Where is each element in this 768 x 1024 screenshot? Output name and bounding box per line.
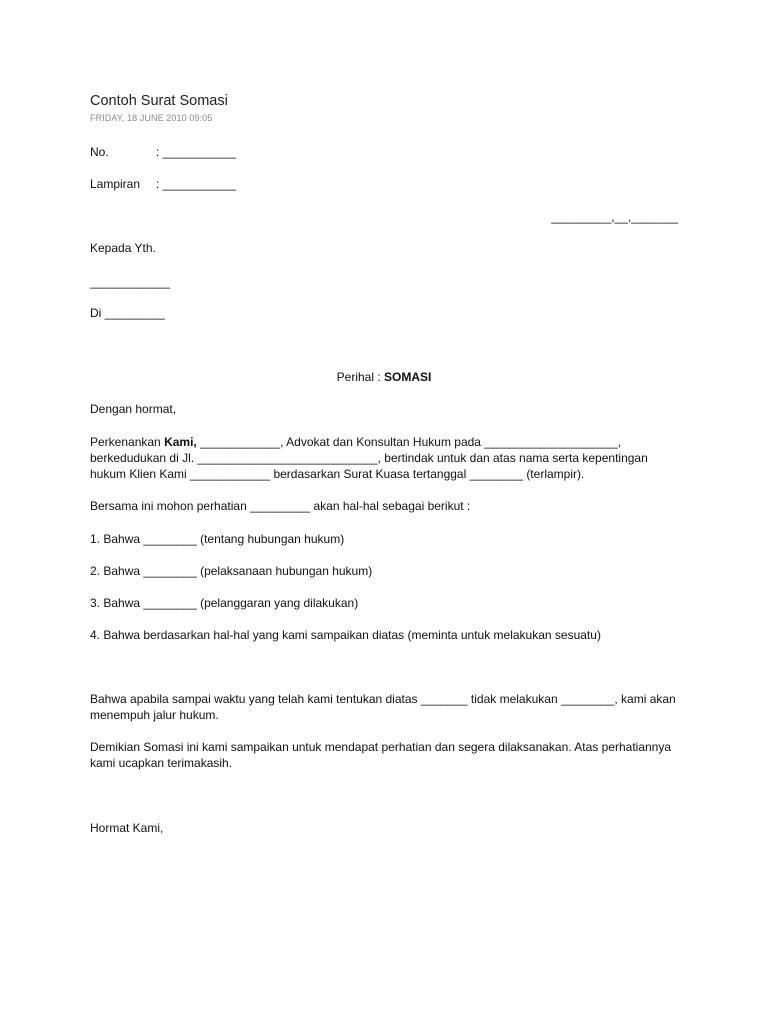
paragraph-1-line-3: hukum Klien Kami ____________ berdasarkan Surat Kuasa tertanggal ________ (terlampir). [90, 467, 585, 481]
greeting: Dengan hormat, [90, 402, 177, 416]
paragraph-text: Perkenankan [90, 435, 165, 449]
subject-line [0, 369, 768, 385]
paragraph-1-line-1 [90, 434, 621, 450]
list-item: 2. Bahwa ________ (pelaksanaan hubungan hukum) [90, 564, 373, 578]
attachment-value: : ___________ [156, 177, 237, 191]
closing: Hormat Kami, [90, 821, 164, 835]
subject-title: SOMASI [384, 370, 432, 384]
paragraph-text: ____________, Advokat dan Konsultan Hukum pada ____________________, [196, 435, 622, 449]
paragraph-3-line-2: menempuh jalur hukum. [90, 708, 219, 722]
subject-prefix: Perihal : [336, 370, 384, 384]
paragraph-4-line-1: Demikian Somasi ini kami sampaikan untuk mendapat perhatian dan segera dilaksanakan. Atas perhatiannya [90, 740, 672, 754]
attachment-label: Lampiran [90, 177, 141, 191]
recipient-blank: ____________ [90, 275, 171, 289]
document-date: FRIDAY, 18 JUNE 2010 09:05 [90, 113, 213, 123]
paragraph-2: Bersama ini mohon perhatian _________ akan hal-hal sebagai berikut : [90, 499, 471, 513]
paragraph-1-line-2: berkedudukan di Jl. ___________________________, bertindak untuk dan atas nama serta kepentingan [90, 451, 648, 465]
attachment-line [90, 176, 236, 192]
number-label: No. [90, 145, 109, 159]
addressee-heading: Kepada Yth. [90, 241, 156, 255]
list-item: 4. Bahwa berdasarkan hal-hal yang kami sampaikan diatas (meminta untuk melakukan sesuatu) [90, 628, 601, 642]
location-line: Di _________ [90, 306, 165, 320]
paragraph-bold-text: Kami, [164, 435, 197, 449]
number-line [90, 144, 236, 160]
place-date-blank: _________,__,_______ [551, 210, 678, 224]
list-item: 3. Bahwa ________ (pelanggaran yang dilakukan) [90, 596, 359, 610]
paragraph-3-line-1: Bahwa apabila sampai waktu yang telah kami tentukan diatas _______ tidak melakukan ________, kami akan [90, 692, 676, 706]
document-title: Contoh Surat Somasi [90, 93, 228, 109]
number-value: : ___________ [156, 145, 237, 159]
list-item: 1. Bahwa ________ (tentang hubungan hukum) [90, 532, 345, 546]
paragraph-4-line-2: kami ucapkan terimakasih. [90, 756, 233, 770]
